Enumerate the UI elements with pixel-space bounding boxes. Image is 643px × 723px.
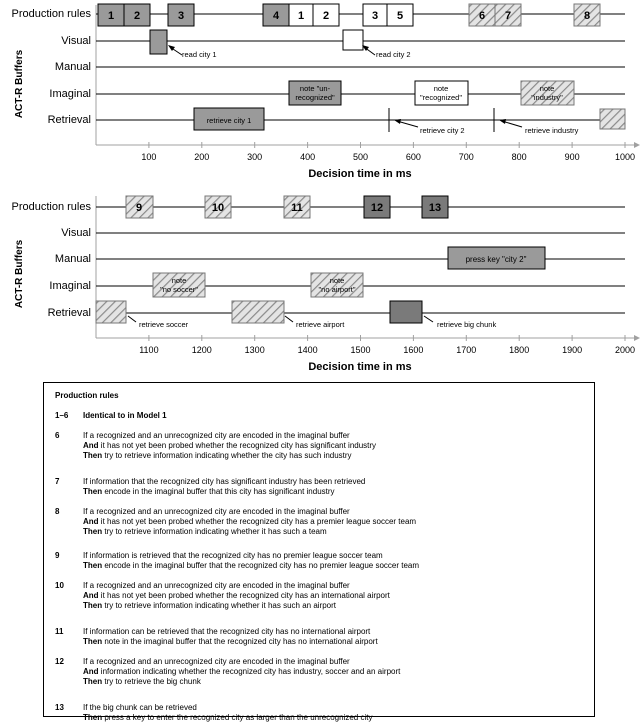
retrieval-box-soccer-start xyxy=(600,109,625,129)
row-label-production-b: Production rules xyxy=(11,201,91,213)
x-tick-label: 2000 xyxy=(614,345,636,355)
legend-rule-line xyxy=(83,667,583,677)
label-retrieve-industry: retrieve industry xyxy=(525,126,579,135)
rule-label-13: 13 xyxy=(428,202,442,214)
legend-rule-text xyxy=(83,507,583,537)
legend-keyword: And xyxy=(83,591,99,600)
row-label-production: Production rules xyxy=(11,8,91,20)
visual-box-read-city-1 xyxy=(150,30,167,54)
label-read-city-2: read city 2 xyxy=(376,50,411,59)
legend-rule-line xyxy=(83,677,583,687)
legend-line-text: it has not yet been probed whether the recognized city has a premier league soccer team xyxy=(98,517,417,526)
legend-rule-text xyxy=(83,411,583,421)
legend-line-text: If a recognized and an unrecognized city are encoded in the imaginal buffer xyxy=(83,581,350,590)
x-axis-arrow-top xyxy=(634,142,640,148)
x-tick-label: 1700 xyxy=(456,345,477,355)
legend-rule-text xyxy=(83,627,583,647)
legend-keyword: Then xyxy=(83,713,103,722)
imaginal-recognized-line2: "recognized" xyxy=(419,93,463,102)
panel-bottom xyxy=(12,196,641,373)
legend-line-text: If the big chunk can be retrieved xyxy=(83,703,197,712)
rule-label-12: 12 xyxy=(370,202,384,214)
label-retrieve-soccer: retrieve soccer xyxy=(139,320,189,329)
legend-line-text: If information is retrieved that the recognized city has no premier league soccer team xyxy=(83,551,383,560)
row-label-manual-b: Manual xyxy=(54,253,91,265)
rule-label-1b: 1 xyxy=(297,10,305,22)
legend-keyword: Then xyxy=(83,677,103,686)
x-tick-label: 800 xyxy=(511,152,527,162)
legend-line-text: try to retrieve the big chunk xyxy=(102,677,201,686)
legend-rule-number: 11 xyxy=(55,627,64,636)
legend-rule-number: 10 xyxy=(55,581,64,590)
legend-rule-number: 1–6 xyxy=(55,411,69,420)
label-retrieve-airport: retrieve airport xyxy=(296,320,345,329)
legend-line-text: encode in the imaginal buffer that this city has significant industry xyxy=(102,487,335,496)
legend-rule-number: 8 xyxy=(55,507,60,516)
legend-line-text: encode in the imaginal buffer that the recognized city has no premier league soccer team xyxy=(102,561,420,570)
legend-line-text: try to retrieve information indicating whether it has such a team xyxy=(102,527,327,536)
legend-rule-text xyxy=(83,431,583,461)
retrieval-label-city-1: retrieve city 1 xyxy=(206,116,252,125)
imaginal-industry-line1: note xyxy=(539,84,555,93)
x-tick-label: 1400 xyxy=(297,345,318,355)
x-tick-label: 300 xyxy=(247,152,263,162)
legend-rule-line xyxy=(83,517,583,527)
rule-label-1: 1 xyxy=(107,10,115,22)
legend-rule-text xyxy=(83,703,583,723)
legend-rule-line xyxy=(83,411,583,421)
row-label-manual: Manual xyxy=(54,61,91,73)
legend-rule-line xyxy=(83,601,583,611)
retrieval-box-soccer xyxy=(96,301,126,323)
x-tick-label: 1800 xyxy=(509,345,530,355)
label-read-city-1: read city 1 xyxy=(182,50,217,59)
x-tick-label: 700 xyxy=(458,152,474,162)
x-tick-label: 1100 xyxy=(139,345,159,355)
legend-rule-text xyxy=(83,581,583,611)
row-label-visual-b: Visual xyxy=(61,227,91,239)
x-axis-label-bottom: Decision time in ms xyxy=(308,361,412,373)
legend-rule-line xyxy=(83,713,583,723)
legend-keyword: And xyxy=(83,517,99,526)
rule-label-5: 5 xyxy=(396,10,404,22)
legend-rule-number: 7 xyxy=(55,477,60,486)
legend-rule-text xyxy=(83,657,583,687)
legend-rule-line xyxy=(83,477,583,487)
legend-rule-line xyxy=(83,507,583,517)
x-tick-label: 400 xyxy=(300,152,316,162)
legend-rule-text xyxy=(83,477,583,497)
rule-label-9: 9 xyxy=(135,202,143,214)
retrieval-box-airport xyxy=(232,301,284,323)
imaginal-no-soccer-line1: note xyxy=(171,276,187,285)
visual-box-read-city-2 xyxy=(343,30,363,50)
imaginal-recognized-line1: note xyxy=(433,84,449,93)
legend-rule-line xyxy=(83,561,583,571)
rule-label-3b: 3 xyxy=(371,10,379,22)
x-tick-label: 1500 xyxy=(350,345,371,355)
legend-rule-line xyxy=(83,581,583,591)
legend-line-text: press a key to enter the recognized city as larger than the unrecognized city xyxy=(102,713,373,722)
legend-line-text: try to retrieve information indicating whether the city has such industry xyxy=(102,451,352,460)
legend-rule-line xyxy=(83,441,583,451)
legend-line-text: it has not yet been probed whether the recognized city has significant industry xyxy=(98,441,377,450)
legend-line-text: information indicating whether the recognized city has industry, soccer and an airport xyxy=(98,667,401,676)
retrieval-box-big-chunk xyxy=(390,301,422,323)
label-retrieve-big-chunk: retrieve big chunk xyxy=(437,320,497,329)
x-axis-arrow-bottom xyxy=(634,335,640,341)
legend-keyword: Then xyxy=(83,561,103,570)
imaginal-unrecognized-line1: note "un- xyxy=(299,84,331,93)
legend-rule-number: 6 xyxy=(55,431,60,440)
rule-label-2b: 2 xyxy=(322,10,330,22)
legend-rule-line xyxy=(83,487,583,497)
legend-line-text: try to retrieve information indicating whether it has such an airport xyxy=(102,601,336,610)
legend-rule-number: 12 xyxy=(55,657,64,666)
legend-line-text: it has not yet been probed whether the recognized city has an international airport xyxy=(98,591,390,600)
row-label-visual: Visual xyxy=(61,35,91,47)
legend-title: Production rules xyxy=(55,391,119,400)
imaginal-no-soccer-line2: "no soccer" xyxy=(160,285,198,294)
legend-keyword: Then xyxy=(83,637,103,646)
legend-line-text: Identical to in Model 1 xyxy=(83,411,167,420)
arrow-retrieve-soccer xyxy=(128,316,136,322)
imaginal-unrecognized-line2: recognized" xyxy=(295,93,335,102)
legend-rule-line xyxy=(83,703,583,713)
x-tick-label: 200 xyxy=(194,152,210,162)
legend-keyword: And xyxy=(83,667,99,676)
legend-rule-line xyxy=(83,551,583,561)
rule-label-10: 10 xyxy=(211,202,225,214)
arrow-retrieve-big-chunk xyxy=(424,316,433,322)
x-tick-label: 1600 xyxy=(403,345,424,355)
legend-rule-line xyxy=(83,451,583,461)
x-tick-label: 500 xyxy=(352,152,369,162)
legend-rule-line xyxy=(83,627,583,637)
legend-line-text: note in the imaginal buffer that the recognized city has no international airport xyxy=(102,637,378,646)
rule-label-6: 6 xyxy=(478,10,486,22)
x-tick-label: 1000 xyxy=(614,152,636,162)
rule-label-11: 11 xyxy=(291,202,303,214)
x-tick-label: 100 xyxy=(141,152,157,162)
panel-top xyxy=(12,4,641,180)
legend-rule-number: 13 xyxy=(55,703,64,712)
production-rules-legend xyxy=(43,382,595,722)
imaginal-no-airport-line1: note xyxy=(329,276,345,285)
legend-rule-line xyxy=(83,527,583,537)
legend-rule-line xyxy=(83,637,583,647)
imaginal-industry-line2: "industry" xyxy=(531,93,563,102)
x-axis-label-top: Decision time in ms xyxy=(308,168,412,180)
row-label-retrieval: Retrieval xyxy=(47,114,91,126)
rule-label-7: 7 xyxy=(504,10,512,22)
legend-line-text: If information can be retrieved that the recognized city has no international airport xyxy=(83,627,371,636)
x-tick-label: 1200 xyxy=(191,345,212,355)
legend-keyword: Then xyxy=(83,487,103,496)
legend-keyword: Then xyxy=(83,451,103,460)
rule-label-3: 3 xyxy=(177,10,185,22)
legend-line-text: If a recognized and an unrecognized city are encoded in the imaginal buffer xyxy=(83,431,350,440)
legend-keyword: Then xyxy=(83,601,103,610)
rule-label-4: 4 xyxy=(272,10,280,22)
row-label-imaginal: Imaginal xyxy=(49,88,91,100)
y-axis-title-top: ACT-R Buffers xyxy=(14,49,25,119)
legend-rule-line xyxy=(83,657,583,667)
rule-label-8: 8 xyxy=(583,10,591,22)
y-axis-title-bottom: ACT-R Buffers xyxy=(14,239,25,309)
rule-label-2: 2 xyxy=(133,10,141,22)
x-tick-label: 1300 xyxy=(244,345,265,355)
legend-keyword: Then xyxy=(83,527,103,536)
legend-keyword: And xyxy=(83,441,99,450)
x-tick-label: 900 xyxy=(564,152,580,162)
manual-label-press-key: press key "city 2" xyxy=(465,255,527,264)
legend-line-text: If information that the recognized city has significant industry has been retrieved xyxy=(83,477,366,486)
legend-line-text: If a recognized and an unrecognized city are encoded in the imaginal buffer xyxy=(83,507,350,516)
imaginal-no-airport-line2: "no airport" xyxy=(318,285,356,294)
legend-rule-line xyxy=(83,591,583,601)
legend-rule-number: 9 xyxy=(55,551,60,560)
label-retrieve-city-2: retrieve city 2 xyxy=(420,126,465,135)
legend-rule-text xyxy=(83,551,583,571)
x-tick-label: 1900 xyxy=(562,345,583,355)
legend-rule-line xyxy=(83,431,583,441)
x-tick-label: 600 xyxy=(405,152,421,162)
arrow-retrieve-airport xyxy=(285,316,293,322)
legend-line-text: If a recognized and an unrecognized city are encoded in the imaginal buffer xyxy=(83,657,350,666)
row-label-retrieval-b: Retrieval xyxy=(47,307,91,319)
row-label-imaginal-b: Imaginal xyxy=(49,280,91,292)
